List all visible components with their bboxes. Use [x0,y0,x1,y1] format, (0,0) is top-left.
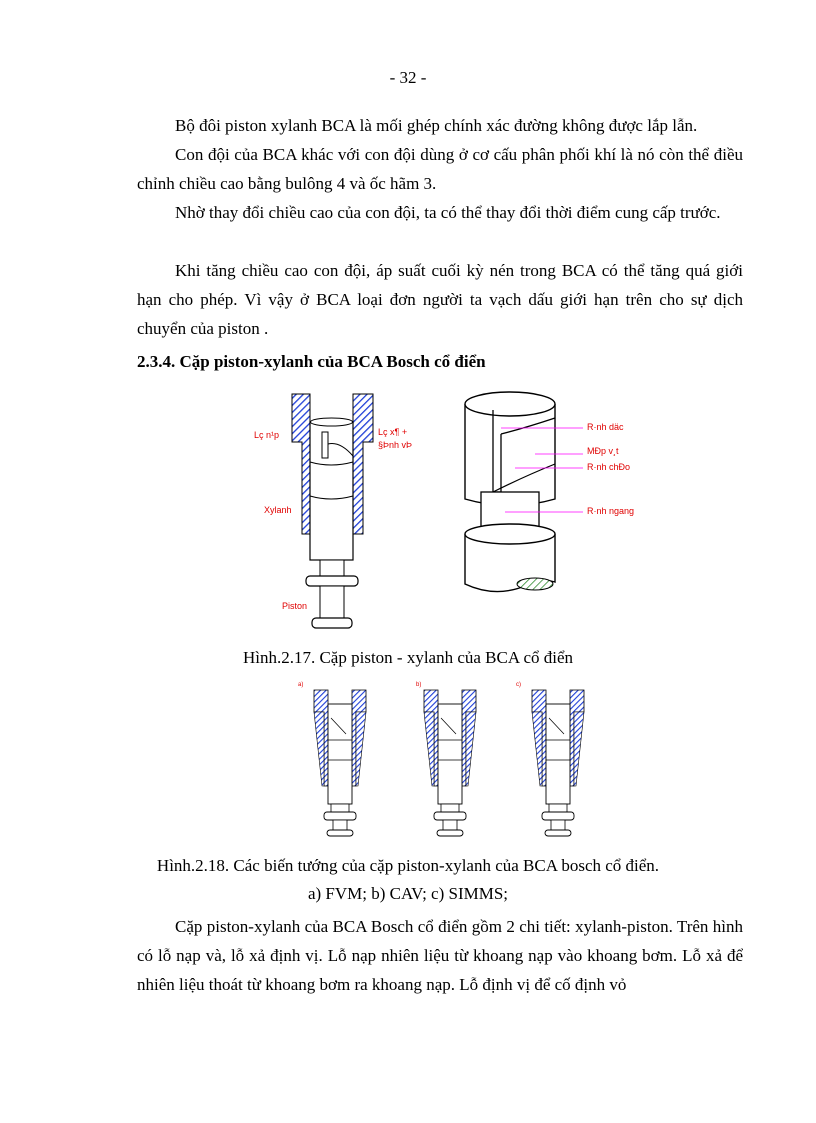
label-ranh-ngang: R·nh ngang [587,506,635,516]
variant-label-b: b) [416,682,422,688]
label-ranh-cheo: R·nh chÐo [587,462,631,472]
closing-paragraph: Cặp piston-xylanh của BCA Bosch cổ điển gồm 2 chi tiết: xylanh-piston. Trên hình có lỗ nạp và, lỗ xả định vị. Lỗ nạp nhiên liệu từ khoang nạp vào khoang bơm. Lỗ xả để nhiên liệu thoát từ khoang bơm ra khoang nạp. Lỗ định vị để cố định vỏ [137,917,743,994]
figure-plunger-isometric [455,384,685,604]
paragraph-1: Bộ đôi piston xylanh BCA là mối ghép chính xác đường không được lắp lẫn. [175,116,698,135]
label-xylanh: Xylanh [264,505,292,515]
label-lo-xa: Lç x¶ + [378,427,408,437]
section-heading: 2.3.4. Cặp piston-xylanh của BCA Bosch cổ điển [137,352,486,371]
paragraph-3: Nhờ thay đổi chiều cao của con đội, ta có thể thay đổi thời điểm cung cấp trước. [175,203,721,222]
label-lo-nap: Lç n¹p [254,430,280,440]
paragraph-4: Khi tăng chiều cao con đội, áp suất cuối kỳ nén trong BCA có thể tăng quá giới hạn cho phép. Vì vậy ở BCA loại đơn người ta vạch dấu giới hạn trên cho sự dịch chuyển của piston . [137,261,743,338]
label-mep-vat: MÐp v¸t [587,446,619,456]
paragraph-2: Con đội của BCA khác với con đội dùng ở cơ cấu phân phối khí là nó còn thể điều chỉnh chiều cao bằng bulông 4 và ốc hãm 3. [137,145,743,193]
variant-label-c: c) [516,682,521,688]
figure-2-18-subcaption: a) FVM; b) CAV; c) SIMMS; [307,884,509,903]
figure-2-17-caption: Hình.2.17. Cặp piston - xylanh của BCA cổ điển [242,648,574,667]
label-ranh-doc: R·nh däc [587,422,624,432]
figure-variants [290,678,590,848]
figure-2-18-caption: Hình.2.18. Các biến tướng của cặp piston-xylanh của BCA bosch cổ điển. [156,856,660,875]
variant-label-a: a) [298,682,304,688]
label-dinh-vi: §Þnh vÞ [378,440,413,450]
label-piston: Piston [282,601,308,611]
figure-plunger-section [240,386,440,636]
page-number: - 32 - [389,68,427,87]
